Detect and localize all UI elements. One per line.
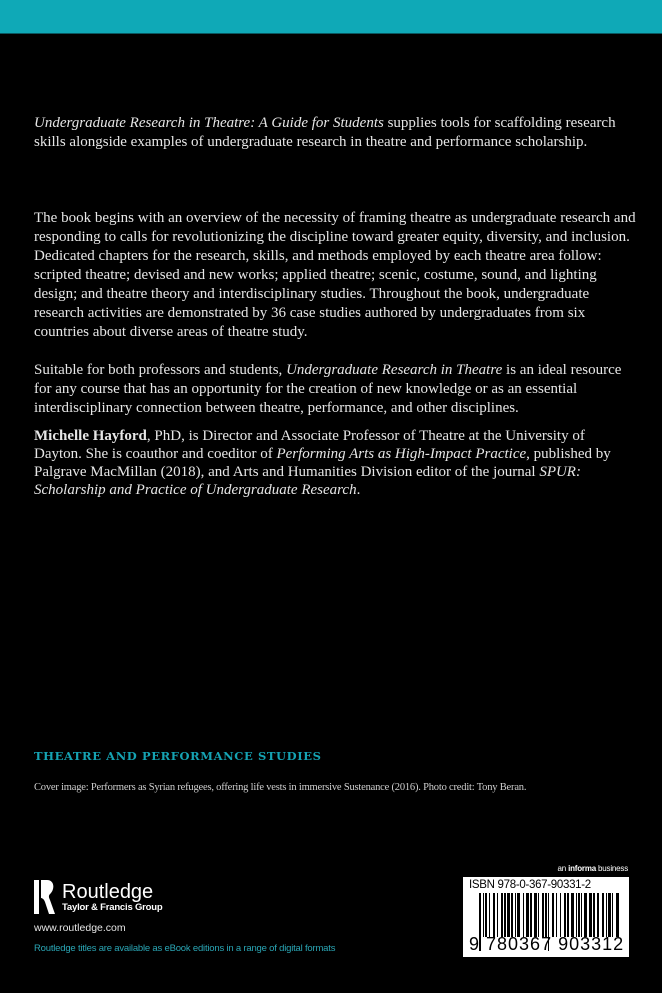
barcode-bar xyxy=(597,893,599,937)
barcode-bar xyxy=(542,893,544,937)
barcode-number: 9 780367 903312 xyxy=(469,934,625,954)
bio-text: , published by Palgrave MacMillan (2018), and Arts and Humanities Division editor of the journal xyxy=(34,446,611,480)
publisher-name: Routledge xyxy=(62,880,154,903)
barcode-bar xyxy=(511,893,513,937)
barcode-bar xyxy=(602,893,604,937)
barcode-bar xyxy=(612,893,613,937)
informa-tagline xyxy=(558,864,628,873)
isbn-text: ISBN 978-0-367-90331-2 xyxy=(469,879,591,891)
routledge-r-icon xyxy=(34,878,56,916)
barcode-bar xyxy=(581,893,582,937)
cover-caption: Cover image: Performers as Syrian refugees, offering life vests in immersive Sustenance (2016). Photo credit: Tony Beran. xyxy=(34,782,527,793)
bio-book-title: Performing Arts as High-Impact Practice xyxy=(276,446,527,462)
barcode-bar xyxy=(616,893,619,937)
barcode-bar xyxy=(530,893,532,937)
publisher-url[interactable]: www.routledge.com xyxy=(34,922,126,934)
isbn-barcode xyxy=(463,877,629,957)
barcode-bar xyxy=(608,893,611,937)
series-name: THEATRE AND PERFORMANCE STUDIES xyxy=(34,749,322,763)
barcode-bar xyxy=(523,893,524,937)
informa-pre: an xyxy=(557,864,569,873)
barcode-bar xyxy=(489,893,490,937)
barcode-bar xyxy=(497,893,498,937)
barcode-bar xyxy=(526,893,529,937)
barcode-bar xyxy=(560,893,561,937)
barcode-bar xyxy=(493,893,495,937)
barcode-bar xyxy=(593,893,595,937)
author-name: Michelle Hayford xyxy=(34,428,147,444)
publisher-group: Taylor & Francis Group xyxy=(62,901,163,913)
barcode-bar xyxy=(576,893,577,937)
audience-paragraph xyxy=(34,361,636,418)
barcode-bar xyxy=(578,893,580,937)
bio-text: , PhD, is Director and Associate Professor of Theatre at the University of Dayton. She is coauthor and coeditor of xyxy=(34,428,585,462)
barcode-bar xyxy=(517,893,520,937)
barcode-bar xyxy=(571,893,574,937)
barcode-bar xyxy=(564,893,566,937)
barcode-bar xyxy=(589,893,592,937)
barcode-bar xyxy=(584,893,587,937)
barcode-bar xyxy=(606,893,607,937)
barcode-bar xyxy=(507,893,510,937)
barcode-bar xyxy=(538,893,539,937)
journal-title: SPUR: Scholarship and Practice of Undergraduate Research xyxy=(34,464,581,498)
audience-text: is an ideal resource for any course that has an opportunity for the creation of new knowledge or as an essential interdisciplinary connection between theatre, performance, and other disciplines. xyxy=(34,362,622,416)
intro-paragraph xyxy=(34,114,636,152)
informa-bold: informa xyxy=(568,864,596,873)
overview-paragraph: The book begins with an overview of the necessity of framing theatre as undergraduate research and responding to calls for revolutionizing the discipline toward greater equity, diversity, and inclusion. Dedicated chapters for the research, skills, and methods employed by each theatre area follow: scripted theatre; devised and new works; applied theatre; scenic, costume, sound, and lighting design; and theatre theory and interdisciplinary studies. Throughout the book, undergraduate research activities are demonstrated by 36 case studies authored by undergraduates from six countries about diverse areas of theatre study. xyxy=(34,210,636,340)
bio-text: . xyxy=(356,482,361,498)
book-title-italic: Undergraduate Research in Theatre: A Guide for Students xyxy=(34,115,384,131)
ebook-note: Routledge titles are available as eBook editions in a range of digital formats xyxy=(34,943,336,954)
routledge-logo xyxy=(34,878,162,916)
barcode-bar xyxy=(567,893,569,937)
audience-text: Suitable for both professors and students, xyxy=(34,362,287,378)
barcode-bar xyxy=(504,893,506,937)
barcode-bar xyxy=(501,893,503,937)
informa-post: business xyxy=(596,864,628,873)
barcode-bar xyxy=(515,893,516,937)
barcode-bar xyxy=(556,893,557,937)
barcode-bar xyxy=(483,893,484,937)
barcode-bar xyxy=(485,893,487,937)
book-title-italic: Undergraduate Research in Theatre xyxy=(286,362,503,378)
top-color-band xyxy=(0,0,662,34)
barcode-bar xyxy=(545,893,547,937)
author-bio xyxy=(34,427,636,499)
intro-text: supplies tools for scaffolding research skills alongside examples of undergraduate research in theatre and performance scholarship. xyxy=(34,115,616,150)
barcode-bar xyxy=(552,893,554,937)
barcode-bar xyxy=(534,893,537,937)
